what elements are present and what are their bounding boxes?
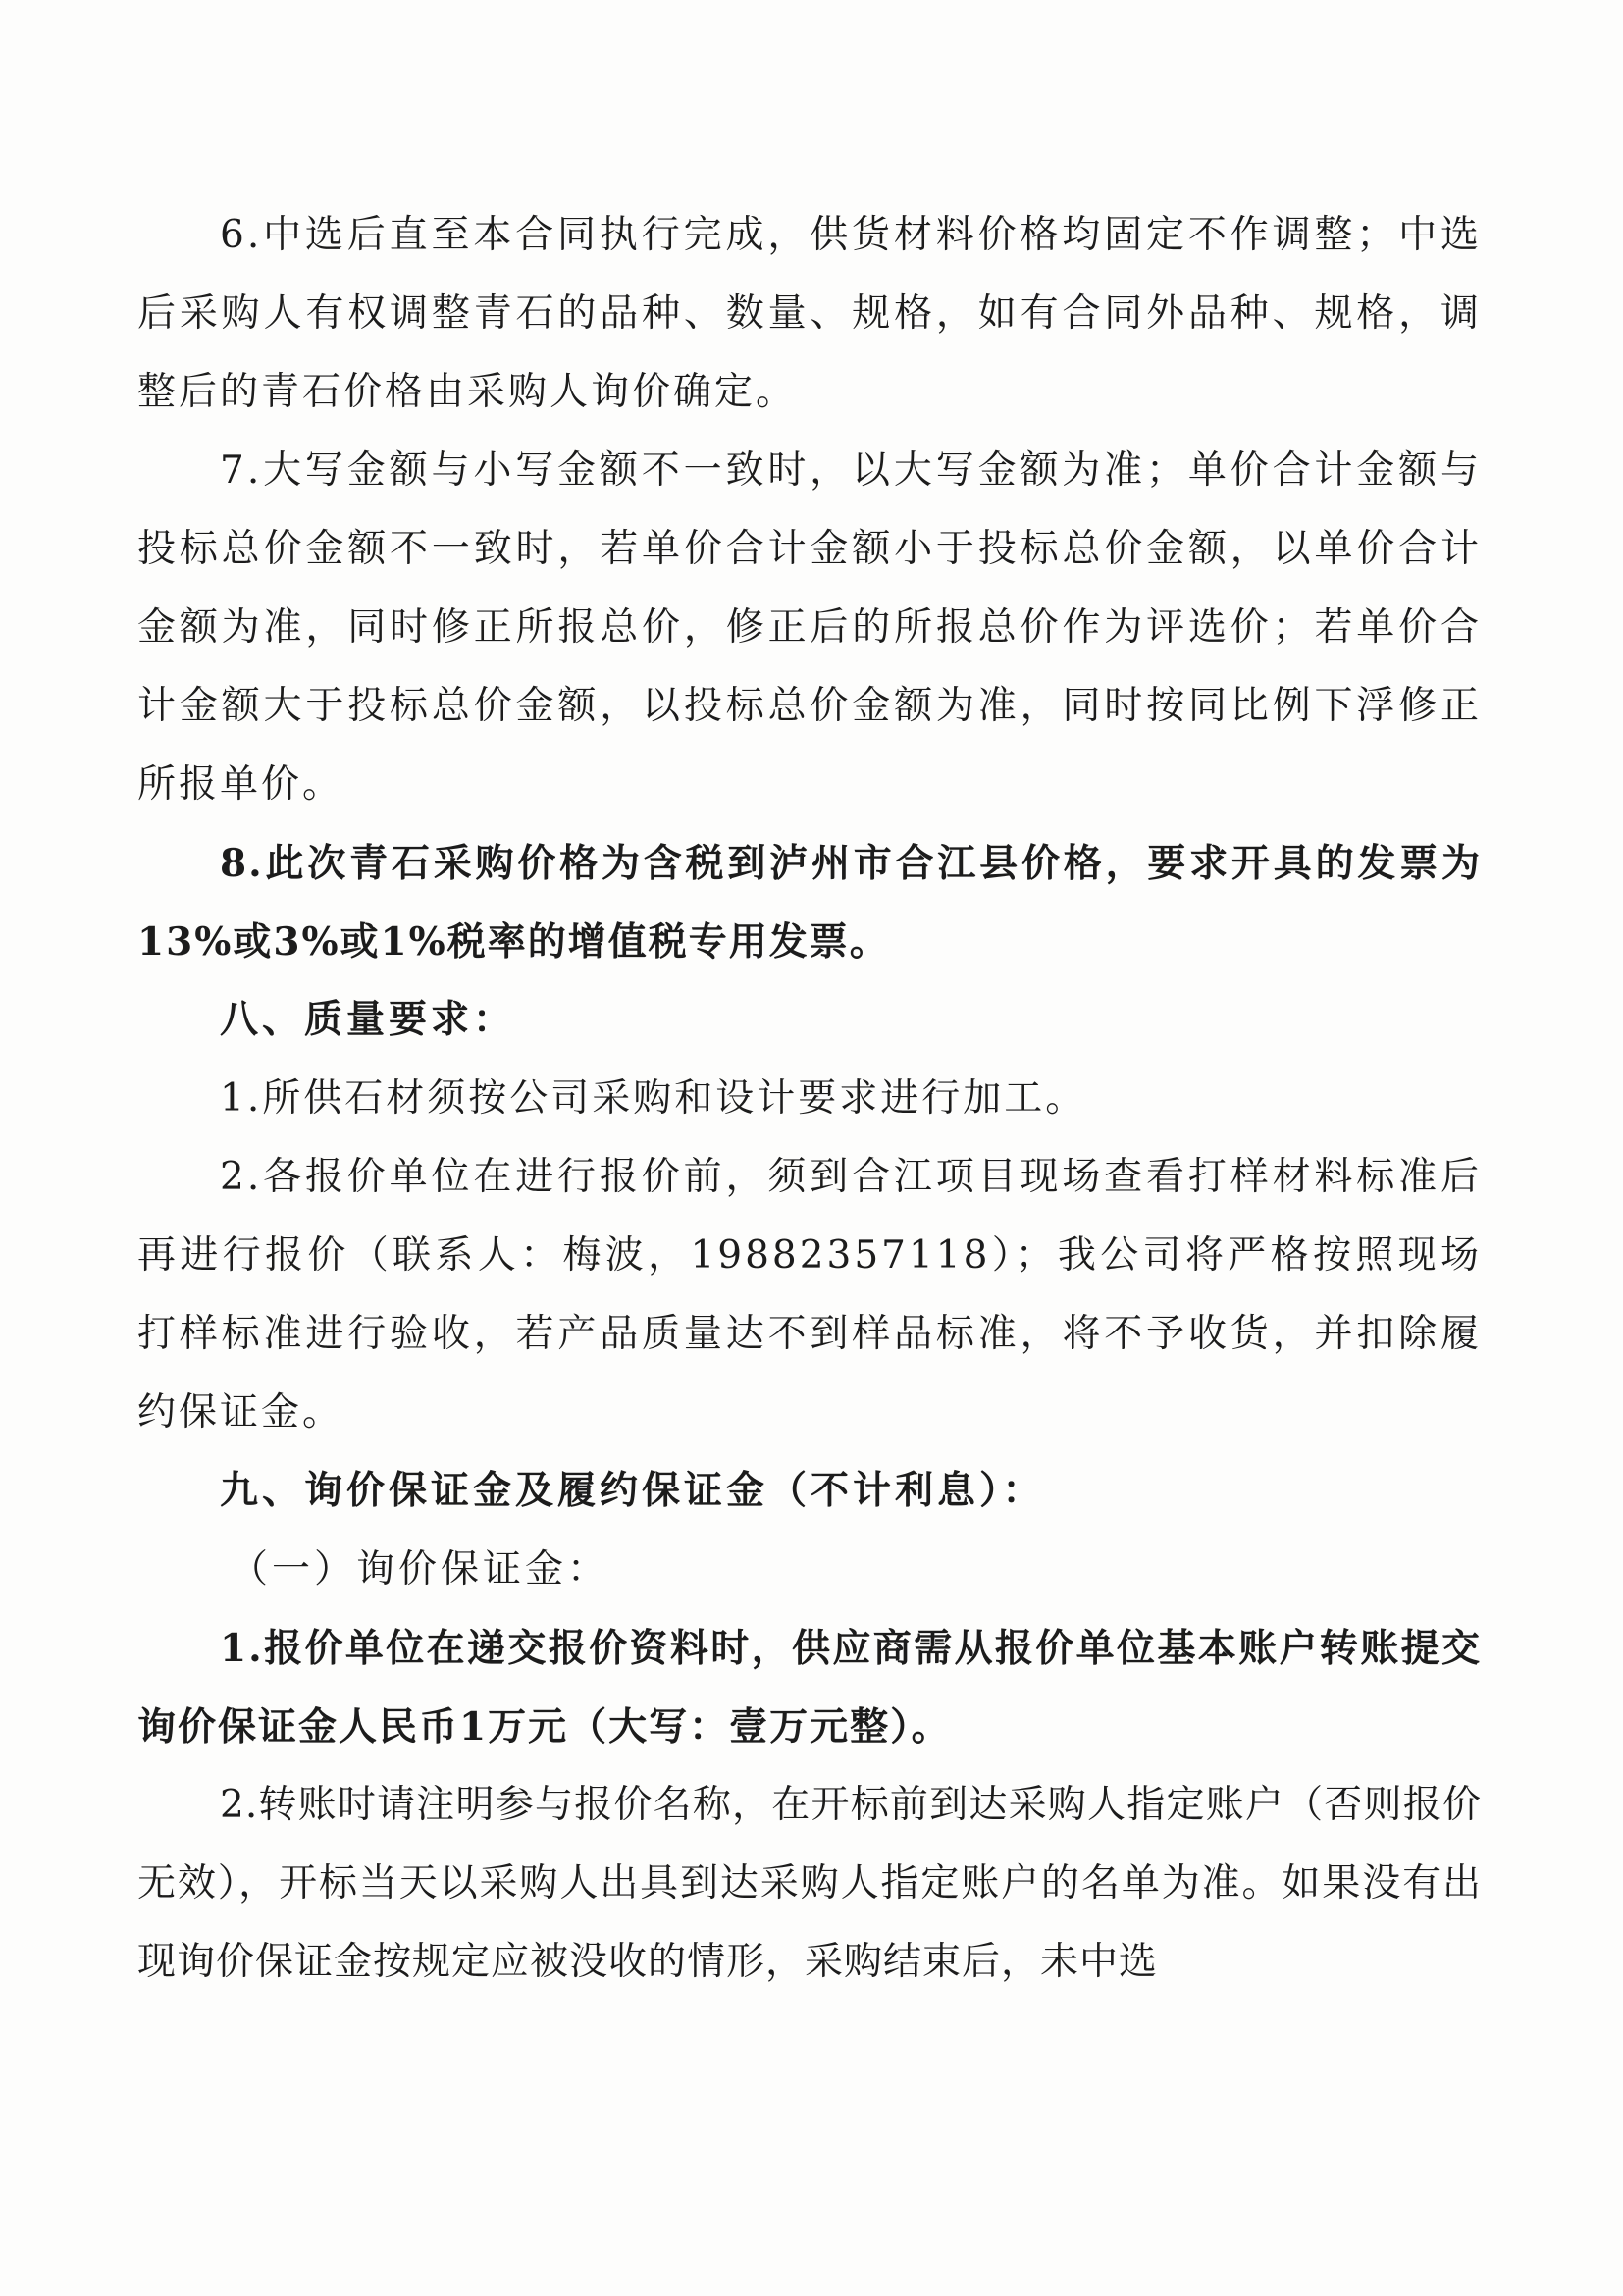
subsection-heading-inquiry-deposit: （一）询价保证金： [230, 1547, 610, 1592]
paragraph-quality-processing: 1.所供石材须按公司采购和设计要求进行加工。 [220, 1076, 1087, 1121]
paragraph-amount-rules: 7.大写金额与小写金额不一致时，以大写金额为准；单价合计金额与投标总价金额不一致时，若单价合计金额小于投标总价金额，以单价合计金额为准，同时修正所报总价，修正后的所报总价作为评选价；若单价合计金额大于投标总价金额，以投标总价金额为准，同时按同比例下浮修正所报单价。 [137, 448, 1482, 807]
paragraph-price-fixed: 6.中选后直至本合同执行完成，供货材料价格均固定不作调整；中选后采购人有权调整青石的品种、数量、规格，如有合同外品种、规格，调整后的青石价格由采购人询价确定。 [137, 213, 1482, 414]
section-heading-deposit: 九、询价保证金及履约保证金（不计利息）： [220, 1469, 1045, 1513]
document-body [137, 196, 1482, 2002]
section-heading-quality: 八、质量要求： [220, 998, 516, 1042]
paragraph-deposit-amount: 1.报价单位在递交报价资料时，供应商需从报价单位基本账户转账提交询价保证金人民币1万元（大写：壹万元整）。 [137, 1626, 1482, 1749]
paragraph-invoice-requirement: 8.此次青石采购价格为含税到泸州市合江县价格，要求开具的发票为13%或3%或1%税率的增值税专用发票。 [137, 841, 1482, 965]
paragraph-deposit-transfer: 2.转账时请注明参与报价名称，在开标前到达采购人指定账户（否则报价无效），开标当天以采购人出具到达采购人指定账户的名单为准。如果没有出现询价保证金按规定应被没收的情形，采购结束后，未中选 [137, 1783, 1482, 1984]
paragraph-quality-sample: 2.各报价单位在进行报价前，须到合江项目现场查看打样材料标准后再进行报价（联系人：梅波，19882357118）；我公司将严格按照现场打样标准进行验收，若产品质量达不到样品标准，将不予收货，并扣除履约保证金。 [137, 1155, 1482, 1435]
